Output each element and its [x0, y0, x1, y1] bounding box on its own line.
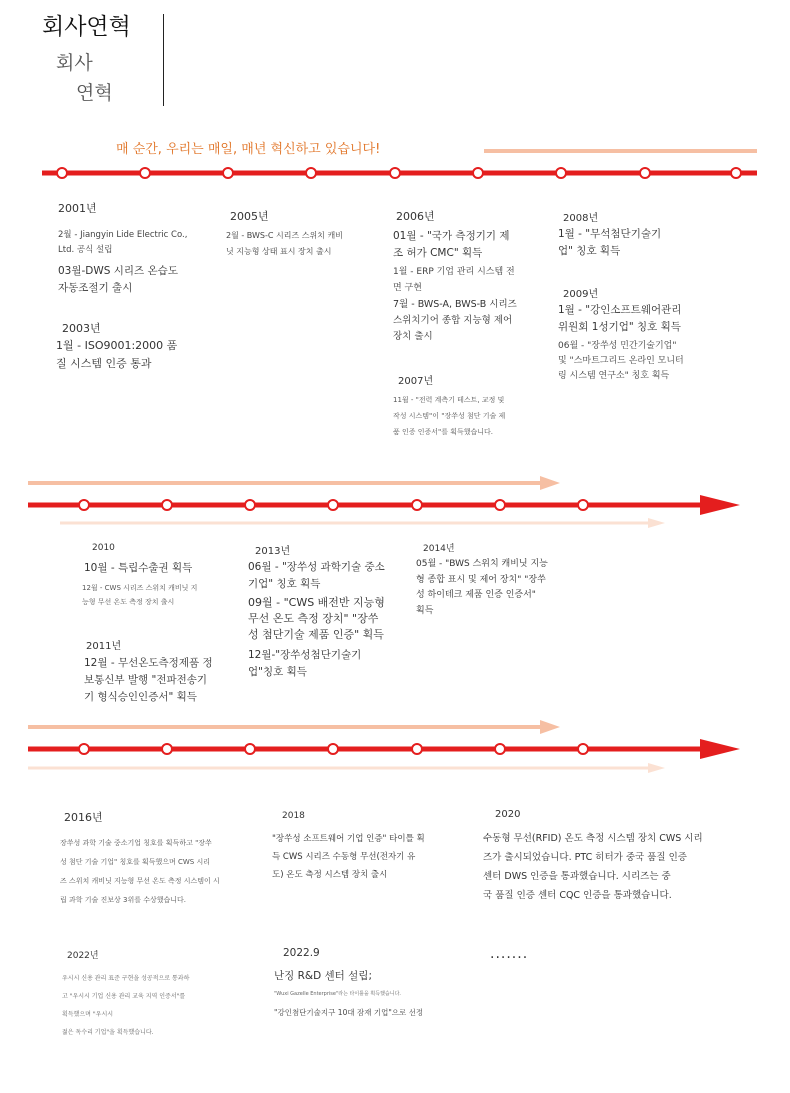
event-2022-9-b: "Wuxi Gazelle Enterprise"라는 타이틀을 획득했습니다.	[274, 991, 402, 997]
year-2010: 2010	[92, 543, 115, 553]
row2-soft-arrow-bottom-head	[648, 518, 665, 528]
event-2010-b: 12월 - CWS 시리즈 스위치 캐비닛 지 능형 무선 온도 측정 장치 출시	[82, 584, 198, 606]
timeline-node	[162, 500, 172, 510]
row3-main-arrow-head	[700, 739, 740, 759]
event-2003: 1월 - ISO9001:2000 품 질 시스템 인증 통과	[56, 339, 178, 370]
event-2022-9-c: "강인첨단기술지구 10대 잠재 기업"으로 선정	[274, 1008, 424, 1017]
timeline-node	[245, 744, 255, 754]
event-2018: "장쑤성 소프트웨어 기업 인증" 타이틀 획 득 CWS 시리즈 수동형 무선(전자기 유 도) 온도 측정 시스템 장치 출시	[272, 834, 425, 880]
timeline-node	[140, 168, 150, 178]
timeline-node	[79, 744, 89, 754]
timeline-node	[412, 744, 422, 754]
event-2013-c: 12월-"장쑤성첨단기술기 업"칭호 획득	[248, 649, 362, 678]
event-2020: 수동형 무선(RFID) 온도 측정 시스템 장치 CWS 시리 즈가 출시되었습니다. PTC 히터가 중국 품질 인증 센터 DWS 인증을 통과했습니다. 시리즈는 중 국 품질 인증 센터 CQC 인증을 통과했습니다.	[483, 833, 703, 901]
year-2022: 2022년	[67, 951, 99, 961]
event-2011: 12월 - 무선온도측정제품 정 보통신부 발행 "전파전송기 기 형식승인인증서" 획득	[84, 657, 213, 703]
timeline-node	[223, 168, 233, 178]
event-2008: 1월 - "무석첨단기술기 업" 칭호 획득	[558, 228, 662, 257]
event-2006-a: 01월 - "국가 측정기기 제 조 허가 CMC" 획득	[393, 230, 510, 259]
row3-soft-arrow-top-head	[540, 720, 560, 734]
timeline-node	[328, 744, 338, 754]
timeline-node	[731, 168, 741, 178]
timeline-node	[390, 168, 400, 178]
event-2013-a: 06월 - "장쑤성 과학기술 중소 기업" 칭호 획득	[248, 561, 385, 590]
timeline-node	[495, 500, 505, 510]
event-2007: 11월 - "전력 계측기 테스트, 교정 및 작성 시스템"이 "장쑤성 첨단 기술 제 품 인증 인증서"를 획득했습니다.	[393, 396, 506, 436]
event-2006-b: 1월 - ERP 기업 관리 시스템 전 면 구현	[393, 267, 515, 293]
year-2001: 2001년	[58, 202, 97, 215]
year-2005: 2005년	[230, 210, 269, 223]
row3-soft-arrow-bottom-head	[648, 763, 665, 773]
timeline-node	[245, 500, 255, 510]
event-2005: 2월 - BWS-C 시리즈 스위치 캐비 닛 지능형 상태 표시 장치 출시	[226, 231, 343, 256]
more-ellipsis: ·······	[490, 950, 529, 966]
timeline-node	[495, 744, 505, 754]
year-2016: 2016년	[64, 811, 103, 824]
event-2006-c: 7월 - BWS-A, BWS-B 시리즈 스위치기어 종합 지능형 제어 장치 출시	[393, 299, 517, 342]
timeline-node	[57, 168, 67, 178]
timeline-node	[473, 168, 483, 178]
event-2009-b: 06월 - "장쑤성 민간기술기업" 및 "스마트그리드 온라인 모니터 링 시스템 연구소" 칭호 획득	[558, 341, 684, 381]
timeline-node	[162, 744, 172, 754]
timeline-node	[412, 500, 422, 510]
timeline-node	[306, 168, 316, 178]
year-2009: 2009년	[563, 289, 599, 300]
event-2013-b: 09월 - "CWS 배전반 지능형 무선 온도 측정 장치" "장쑤 성 첨단기술 제품 인증" 획득	[248, 596, 385, 641]
year-2020: 2020	[495, 809, 521, 820]
year-2018: 2018	[282, 811, 305, 821]
event-2010-a: 10월 - 특립수출권 획득	[84, 562, 193, 574]
year-2014: 2014년	[423, 544, 455, 554]
subtitle-line-1: 회사	[56, 52, 93, 74]
subtitle-line-2: 연혁	[76, 82, 113, 104]
timeline-node	[328, 500, 338, 510]
event-2009-a: 1월 - "강인소프트웨어관리 위원회 1성기업" 칭호 획득	[558, 304, 682, 333]
row2-main-arrow-head	[700, 495, 740, 515]
timeline-node	[79, 500, 89, 510]
year-2006: 2006년	[396, 210, 435, 223]
year-2007: 2007년	[398, 376, 434, 387]
year-2003: 2003년	[62, 322, 101, 335]
slogan: 매 순간, 우리는 매일, 매년 혁신하고 있습니다!	[116, 142, 381, 157]
event-2022: 우시시 신용 관리 표준 구현을 성공적으로 통과하 고 "우시시 기업 신용 관리 교육 지역 인증서"를 획득했으며 "우시시 젊은 독수리 기업"을 획득했습니다.	[62, 975, 190, 1036]
event-2016: 장쑤성 과학 기술 중소기업 칭호를 획득하고 "장쑤 성 첨단 기술 기업" 칭호를 획득했으며 CWS 시리 즈 스위치 캐비닛 지능형 무선 온도 측정 시스템이 시 립 과학 기술 진보상 3위를 수상했습니다.	[60, 839, 220, 904]
timeline-node	[578, 500, 588, 510]
event-2001-a: 2월 - Jiangyin Lide Electric Co., Ltd. 공식 설립	[58, 230, 188, 255]
row2-soft-arrow-top-head	[540, 476, 560, 490]
event-2014: 05월 - "BWS 스위치 캐비닛 지능 형 종합 표시 및 제어 장치" "장쑤 성 하이테크 제품 인증 인증서" 획득	[416, 559, 548, 616]
page-title: 회사연혁	[42, 14, 131, 40]
timeline-node	[640, 168, 650, 178]
year-2011: 2011년	[86, 641, 122, 652]
timeline-node	[578, 744, 588, 754]
timeline-node	[556, 168, 566, 178]
year-2013: 2013년	[255, 546, 291, 557]
year-2008: 2008년	[563, 213, 599, 224]
year-2022-9: 2022.9	[283, 947, 320, 959]
event-2001-b: 03월-DWS 시리즈 온습도 자동조절기 출시	[58, 265, 178, 294]
event-2022-9-a: 난징 R&D 센터 설립;	[274, 970, 372, 982]
